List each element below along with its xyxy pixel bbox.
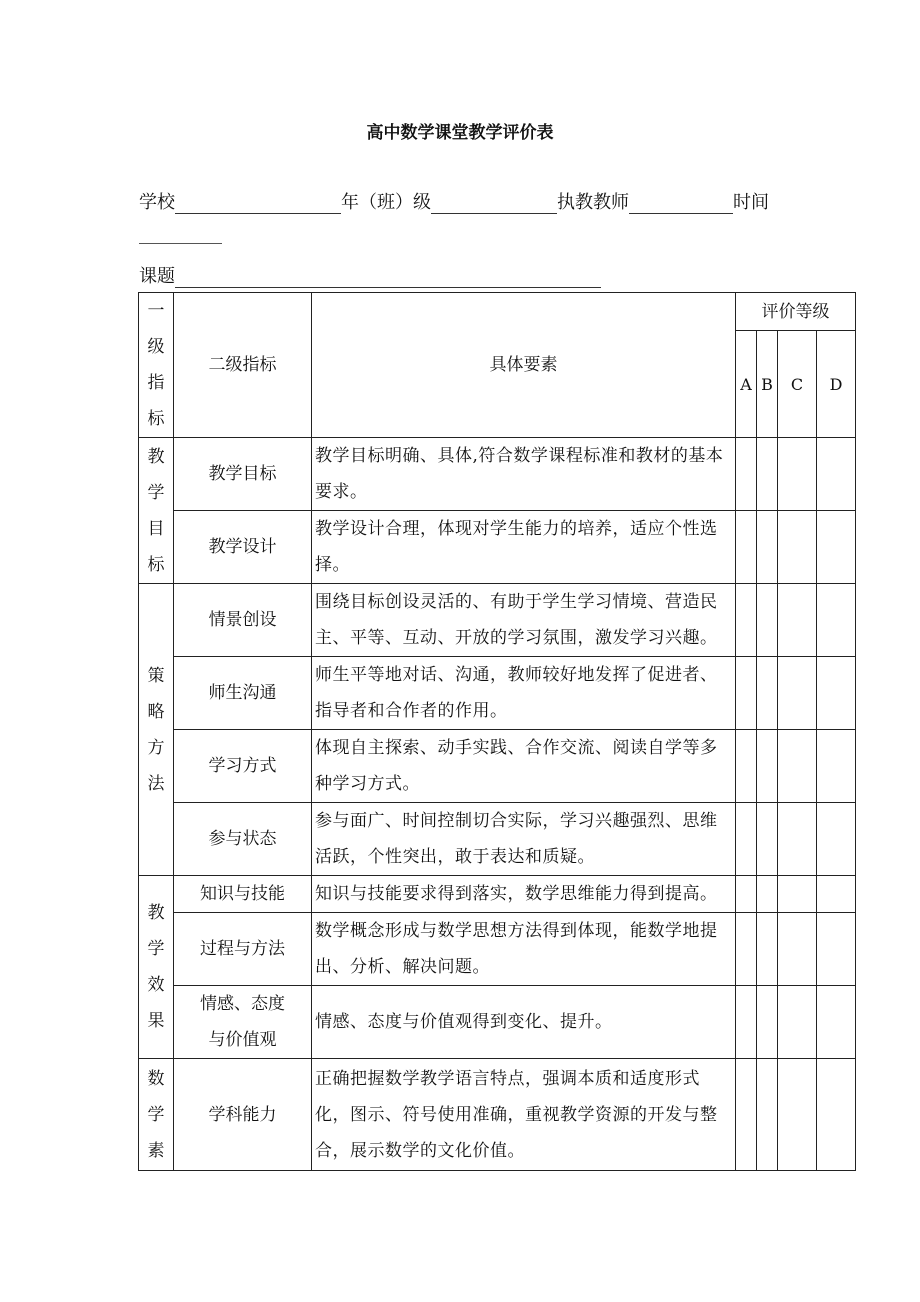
- rating-cell-b[interactable]: [757, 438, 778, 511]
- time-label: 时间: [733, 192, 769, 213]
- topic-label: 课题: [139, 266, 175, 287]
- table-row: [139, 438, 856, 511]
- rating-cell-d[interactable]: [817, 803, 856, 876]
- group-strategy-methods: 策 略 方 法: [139, 584, 174, 876]
- grade-label: 年（班）级: [341, 192, 431, 213]
- content-cell: 正确把握数学教学语言特点，强调本质和适度形式化，图示、符号使用准确，重视教学资源的开发与整合，展示数学的文化价值。: [312, 1059, 736, 1171]
- rating-cell-d[interactable]: [817, 986, 856, 1059]
- rating-cell-c[interactable]: [778, 803, 817, 876]
- rating-cell-b[interactable]: [757, 584, 778, 657]
- rating-cell-c[interactable]: [778, 913, 817, 986]
- topic-row: [139, 262, 601, 288]
- rating-cell-a[interactable]: [736, 986, 757, 1059]
- rating-cell-a[interactable]: [736, 511, 757, 584]
- level2-cell: 师生沟通: [174, 657, 312, 730]
- rating-cell-d[interactable]: [817, 584, 856, 657]
- table-row: [139, 1059, 856, 1171]
- rating-cell-d[interactable]: [817, 657, 856, 730]
- header-fields: [139, 188, 769, 214]
- table-row: [139, 730, 856, 803]
- topic-field[interactable]: [175, 267, 601, 288]
- rating-cell-b[interactable]: [757, 803, 778, 876]
- rating-cell-c[interactable]: [778, 438, 817, 511]
- rating-cell-a[interactable]: [736, 803, 757, 876]
- content-cell: 教学目标明确、具体,符合数学课程标准和教材的基本要求。: [312, 438, 736, 511]
- level2-cell: 知识与技能: [174, 876, 312, 913]
- level2-cell: 参与状态: [174, 803, 312, 876]
- teacher-field[interactable]: [629, 193, 733, 214]
- rating-cell-d[interactable]: [817, 913, 856, 986]
- rating-cell-a[interactable]: [736, 913, 757, 986]
- rating-cell-b[interactable]: [757, 657, 778, 730]
- rating-cell-d[interactable]: [817, 511, 856, 584]
- header-rating: 评价等级: [736, 293, 856, 331]
- content-cell: 教学设计合理，体现对学生能力的培养，适应个性选择。: [312, 511, 736, 584]
- group-teaching-goals: 教 学 目 标: [139, 438, 174, 584]
- rating-cell-c[interactable]: [778, 986, 817, 1059]
- content-cell: 知识与技能要求得到落实，数学思维能力得到提高。: [312, 876, 736, 913]
- page-title: 高中数学课堂教学评价表: [366, 123, 554, 143]
- rating-cell-c[interactable]: [778, 730, 817, 803]
- rating-cell-a[interactable]: [736, 657, 757, 730]
- grade-b: B: [757, 331, 778, 438]
- rating-cell-a[interactable]: [736, 584, 757, 657]
- rating-cell-a[interactable]: [736, 438, 757, 511]
- rating-cell-c[interactable]: [778, 584, 817, 657]
- rating-cell-a[interactable]: [736, 876, 757, 913]
- rating-cell-d[interactable]: [817, 876, 856, 913]
- header-level2: 二级指标: [174, 293, 312, 438]
- table-row: [139, 986, 856, 1059]
- rating-cell-b[interactable]: [757, 511, 778, 584]
- table-row: [139, 657, 856, 730]
- content-cell: 参与面广、时间控制切合实际，学习兴趣强烈、思维活跃，个性突出，敢于表达和质疑。: [312, 803, 736, 876]
- group-math-literacy: 数 学 素: [139, 1059, 174, 1171]
- grade-c: C: [778, 331, 817, 438]
- rating-cell-d[interactable]: [817, 1059, 856, 1171]
- table-row: [139, 584, 856, 657]
- group-teaching-effect: 教 学 效 果: [139, 876, 174, 1059]
- level2-cell: 情感、态度与价值观: [174, 986, 312, 1059]
- grade-field[interactable]: [431, 193, 557, 214]
- rating-cell-d[interactable]: [817, 730, 856, 803]
- header-elements: 具体要素: [312, 293, 736, 438]
- content-cell: 情感、态度与价值观得到变化、提升。: [312, 986, 736, 1059]
- school-label: 学校: [139, 192, 175, 213]
- rating-cell-b[interactable]: [757, 913, 778, 986]
- rating-cell-c[interactable]: [778, 1059, 817, 1171]
- rating-cell-c[interactable]: [778, 511, 817, 584]
- table-row: [139, 913, 856, 986]
- time-field[interactable]: [139, 243, 222, 244]
- grade-d: D: [817, 331, 856, 438]
- level2-cell: 教学设计: [174, 511, 312, 584]
- content-cell: 体现自主探索、动手实践、合作交流、阅读自学等多种学习方式。: [312, 730, 736, 803]
- rating-cell-c[interactable]: [778, 657, 817, 730]
- content-cell: 数学概念形成与数学思想方法得到体现，能数学地提出、分析、解决问题。: [312, 913, 736, 986]
- level2-cell: 过程与方法: [174, 913, 312, 986]
- rating-cell-b[interactable]: [757, 986, 778, 1059]
- rating-cell-a[interactable]: [736, 1059, 757, 1171]
- table-row: [139, 876, 856, 913]
- level2-cell: 教学目标: [174, 438, 312, 511]
- grade-a: A: [736, 331, 757, 438]
- level2-cell: 情景创设: [174, 584, 312, 657]
- rating-cell-b[interactable]: [757, 730, 778, 803]
- table-row: [139, 511, 856, 584]
- rating-cell-a[interactable]: [736, 730, 757, 803]
- rating-cell-d[interactable]: [817, 438, 856, 511]
- table-row: [139, 803, 856, 876]
- header-level1: 一 级 指 标: [139, 293, 174, 438]
- level2-cell: 学科能力: [174, 1059, 312, 1171]
- evaluation-table: [138, 292, 856, 1171]
- content-cell: 师生平等地对话、沟通，教师较好地发挥了促进者、指导者和合作者的作用。: [312, 657, 736, 730]
- school-field[interactable]: [175, 193, 341, 214]
- level2-cell: 学习方式: [174, 730, 312, 803]
- content-cell: 围绕目标创设灵活的、有助于学生学习情境、营造民主、平等、互动、开放的学习氛围，激发学习兴趣。: [312, 584, 736, 657]
- rating-cell-c[interactable]: [778, 876, 817, 913]
- rating-cell-b[interactable]: [757, 1059, 778, 1171]
- teacher-label: 执教教师: [557, 192, 629, 213]
- rating-cell-b[interactable]: [757, 876, 778, 913]
